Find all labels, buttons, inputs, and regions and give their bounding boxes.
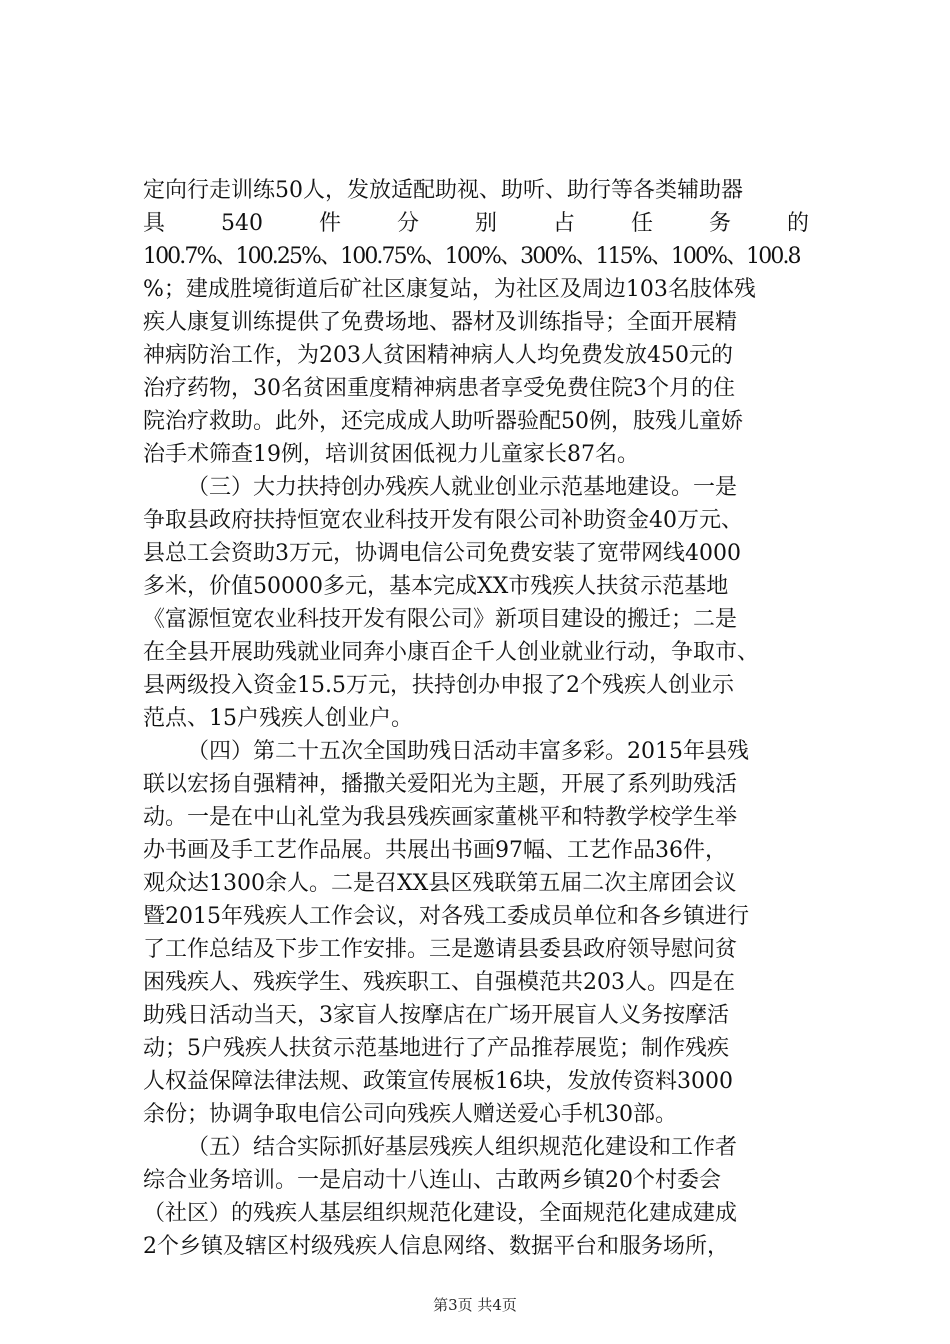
text-line: 县总工会资助3万元，协调电信公司免费安装了宽带网线4000 bbox=[143, 541, 741, 566]
text-line: 治疗药物，30名贫困重度精神病患者享受免费住院3个月的住 bbox=[143, 376, 735, 401]
text-line: 疾人康复训练提供了免费场地、器材及训练指导；全面开展精 bbox=[143, 310, 738, 335]
text-line: 余份；协调争取电信公司向残疾人赠送爱心手机30部。 bbox=[143, 1102, 677, 1127]
text-line: 县两级投入资金15.5万元，扶持创办申报了2个残疾人创业示 bbox=[143, 673, 734, 698]
text-line: 人权益保障法律法规、政策宣传展板16块，发放传资料3000 bbox=[143, 1069, 733, 1094]
document-body bbox=[143, 174, 809, 1263]
text-line: 神病防治工作，为203人贫困精神病人人均免费发放450元的 bbox=[143, 343, 733, 368]
text-line: 2个乡镇及辖区村级残疾人信息网络、数据平台和服务场所， bbox=[143, 1234, 729, 1259]
text-line: 《富源恒宽农业科技开发有限公司》新项目建设的搬迁；二是 bbox=[143, 607, 738, 632]
text-line: 院治疗救助。此外，还完成成人助听器验配50例，肢残儿童娇 bbox=[143, 409, 743, 434]
text-line: （社区）的残疾人基层组织规范化建设，全面规范化建成建成 bbox=[143, 1201, 738, 1226]
text-line: 联以宏扬自强精神，播撒关爱阳光为主题，开展了系列助残活 bbox=[143, 772, 738, 797]
text-line: 困残疾人、残疾学生、残疾职工、自强模范共203人。四是在 bbox=[143, 970, 735, 995]
text-line: 多米，价值50000多元，基本完成XX市残疾人扶贫示范基地 bbox=[143, 574, 729, 599]
text-line: 暨2015年残疾人工作会议，对各残工委成员单位和各乡镇进行 bbox=[143, 904, 749, 929]
paragraph-heading-3: （三）大力扶持创办残疾人就业创业示范基地建设。一是 bbox=[187, 475, 738, 500]
text-line: 范点、15户残疾人创业户。 bbox=[143, 706, 413, 731]
paragraph-heading-5: （五）结合实际抓好基层残疾人组织规范化建设和工作者 bbox=[187, 1135, 738, 1160]
text-line: 定向行走训练50人，发放适配助视、助听、助行等各类辅助器 bbox=[143, 178, 743, 203]
paragraph-heading-4: （四）第二十五次全国助残日活动丰富多彩。2015年县残 bbox=[187, 739, 749, 764]
text-line: 动。一是在中山礼堂为我县残疾画家董桃平和特教学校学生举 bbox=[143, 805, 738, 830]
page-number-footer: 第3页 共4页 bbox=[433, 1296, 517, 1314]
text-line: 争取县政府扶持恒宽农业科技开发有限公司补助资金40万元、 bbox=[143, 508, 743, 533]
text-line: 观众达1300余人。二是召XX县区残联第五届二次主席团会议 bbox=[143, 871, 737, 896]
text-line: %；建成胜境街道后矿社区康复站，为社区及周边103名肢体残 bbox=[143, 277, 756, 302]
text-line: 助残日活动当天，3家盲人按摩店在广场开展盲人义务按摩活 bbox=[143, 1003, 729, 1028]
text-line: 动；5户残疾人扶贫示范基地进行了产品推荐展览；制作残疾 bbox=[143, 1036, 729, 1061]
text-line: 在全县开展助残就业同奔小康百企千人创业就业行动，争取市、 bbox=[143, 640, 760, 665]
text-line: 了工作总结及下步工作安排。三是邀请县委县政府领导慰问贫 bbox=[143, 937, 738, 962]
text-line: 办书画及手工艺作品展。共展出书画97幅、工艺作品36件， bbox=[143, 838, 727, 863]
text-line: 综合业务培训。一是启动十八连山、古敢两乡镇20个村委会 bbox=[143, 1168, 721, 1193]
text-line: 治手术筛查19例，培训贫困低视力儿童家长87名。 bbox=[143, 442, 639, 467]
text-line: 具 540 件 分 别 占 任 务 的 bbox=[143, 211, 809, 236]
text-line: 100.7%、100.25%、100.75%、100%、300%、115%、100%、100.8 bbox=[143, 244, 800, 269]
